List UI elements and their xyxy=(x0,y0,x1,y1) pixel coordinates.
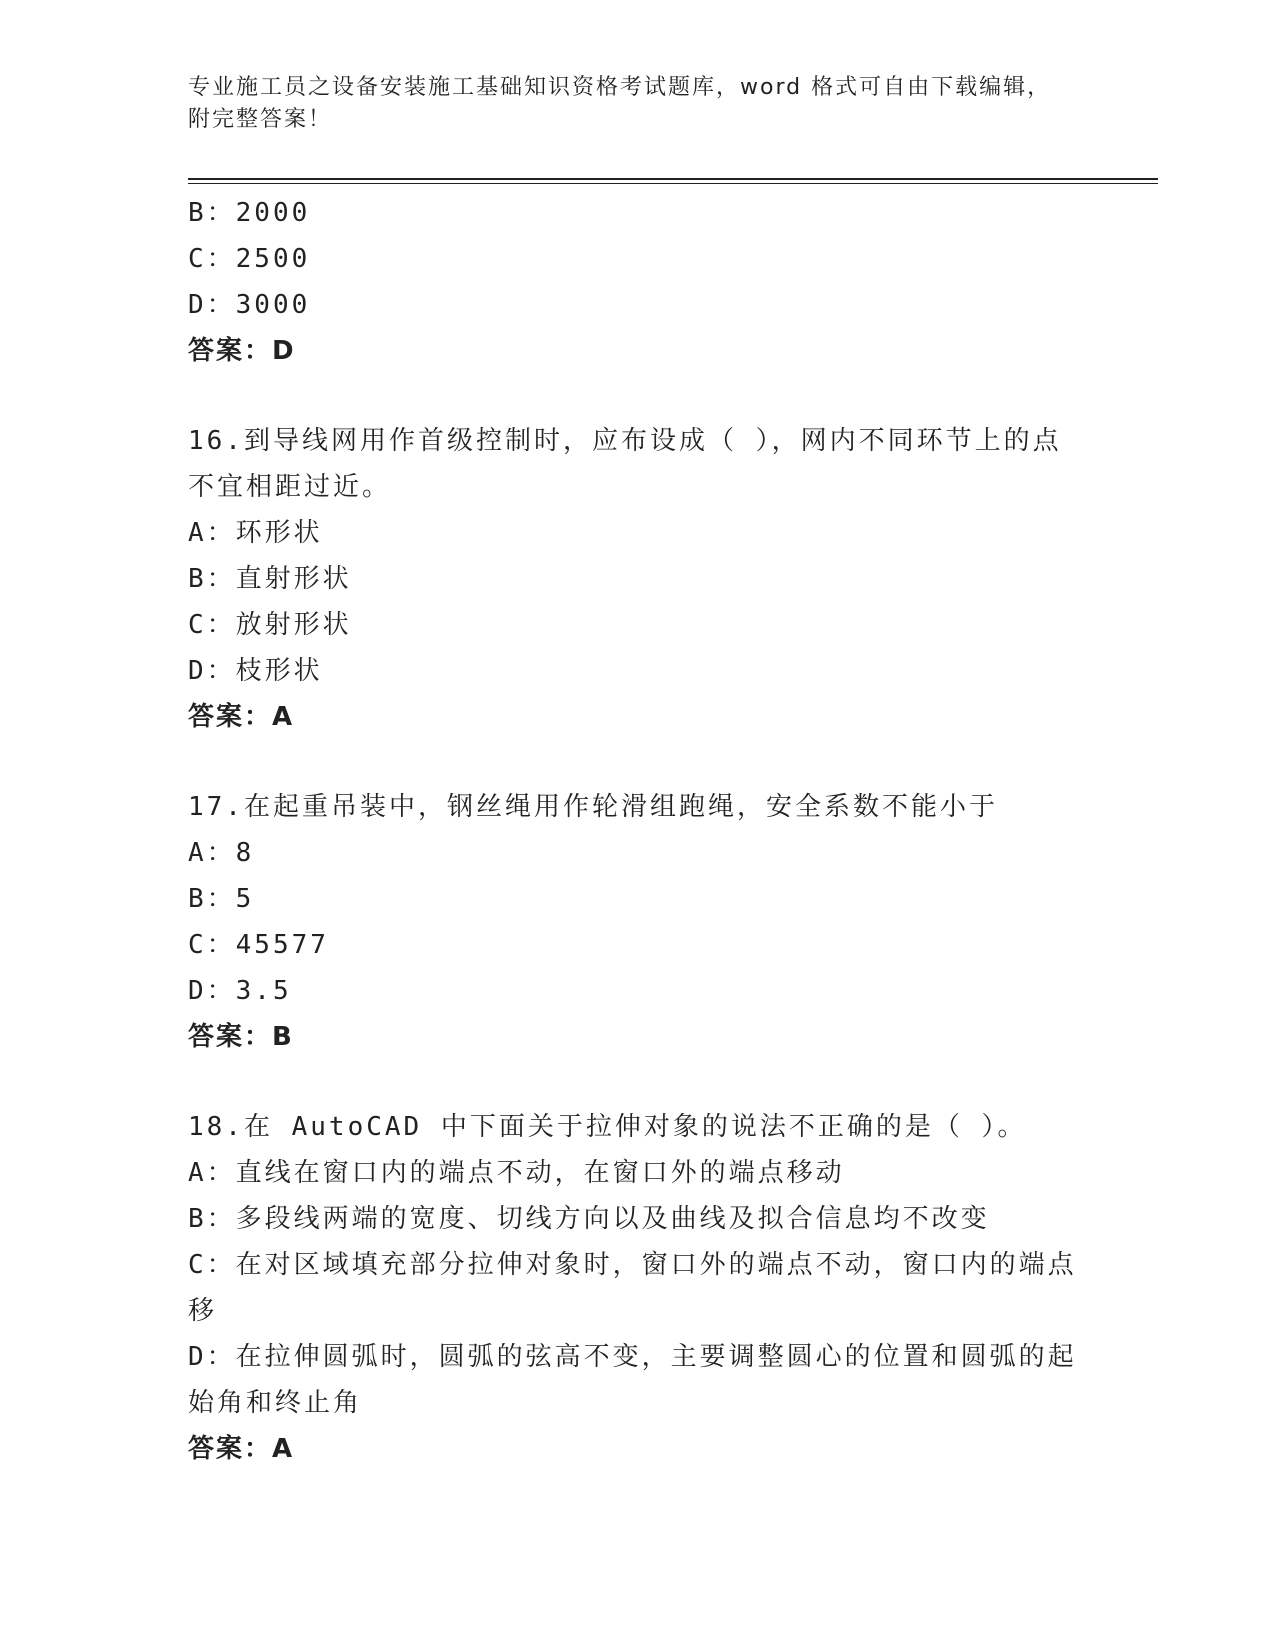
option-line: C：放射形状 xyxy=(188,610,352,640)
question-gap xyxy=(188,1060,1088,1104)
option-line: A：环形状 xyxy=(188,518,323,548)
question-stem-line: 不宜相距过近。 xyxy=(188,472,392,502)
question-15-carryover xyxy=(188,190,1088,374)
option-line: 移 xyxy=(188,1296,218,1326)
question-stem-line: 18.在 AutoCAD 中下面关于拉伸对象的说法不正确的是（ ）。 xyxy=(188,1112,1027,1142)
option-line: D：在拉伸圆弧时，圆弧的弦高不变，主要调整圆心的位置和圆弧的起 xyxy=(188,1342,1077,1372)
option-line: A：直线在窗口内的端点不动，在窗口外的端点移动 xyxy=(188,1158,845,1188)
option-line: 始角和终止角 xyxy=(188,1388,363,1418)
option-line: B：多段线两端的宽度、切线方向以及曲线及拟合信息均不改变 xyxy=(188,1204,990,1234)
question-gap xyxy=(188,740,1088,784)
document-header xyxy=(188,72,1068,136)
option-line: D：枝形状 xyxy=(188,656,323,686)
header-rule-thin xyxy=(188,183,1158,184)
header-title-line-1: 专业施工员之设备安装施工基础知识资格考试题库，word 格式可自由下载编辑， xyxy=(188,75,1052,100)
question-content xyxy=(188,190,1088,1472)
answer-line: 答案：A xyxy=(188,702,295,732)
option-line: A：8 xyxy=(188,838,255,868)
question-16 xyxy=(188,418,1088,740)
header-title-line-2: 附完整答案！ xyxy=(188,107,333,132)
question-stem-line: 17.在起重吊装中，钢丝绳用作轮滑组跑绳，安全系数不能小于 xyxy=(188,792,998,822)
option-line: C：2500 xyxy=(188,244,311,274)
option-line: D：3000 xyxy=(188,290,311,320)
header-rule-thick xyxy=(188,178,1158,180)
option-line: B：5 xyxy=(188,884,255,914)
question-gap xyxy=(188,374,1088,418)
option-line: B：直射形状 xyxy=(188,564,352,594)
option-line: C：45577 xyxy=(188,930,329,960)
option-line: D：3.5 xyxy=(188,976,292,1006)
option-line: B：2000 xyxy=(188,198,311,228)
question-17 xyxy=(188,784,1088,1060)
question-stem-line: 16.到导线网用作首级控制时，应布设成（ ），网内不同环节上的点 xyxy=(188,426,1062,456)
option-line: C：在对区域填充部分拉伸对象时，窗口外的端点不动，窗口内的端点 xyxy=(188,1250,1077,1280)
answer-line: 答案：B xyxy=(188,1022,294,1052)
answer-line: 答案：D xyxy=(188,336,296,366)
question-18 xyxy=(188,1104,1088,1472)
answer-line: 答案：A xyxy=(188,1434,295,1464)
